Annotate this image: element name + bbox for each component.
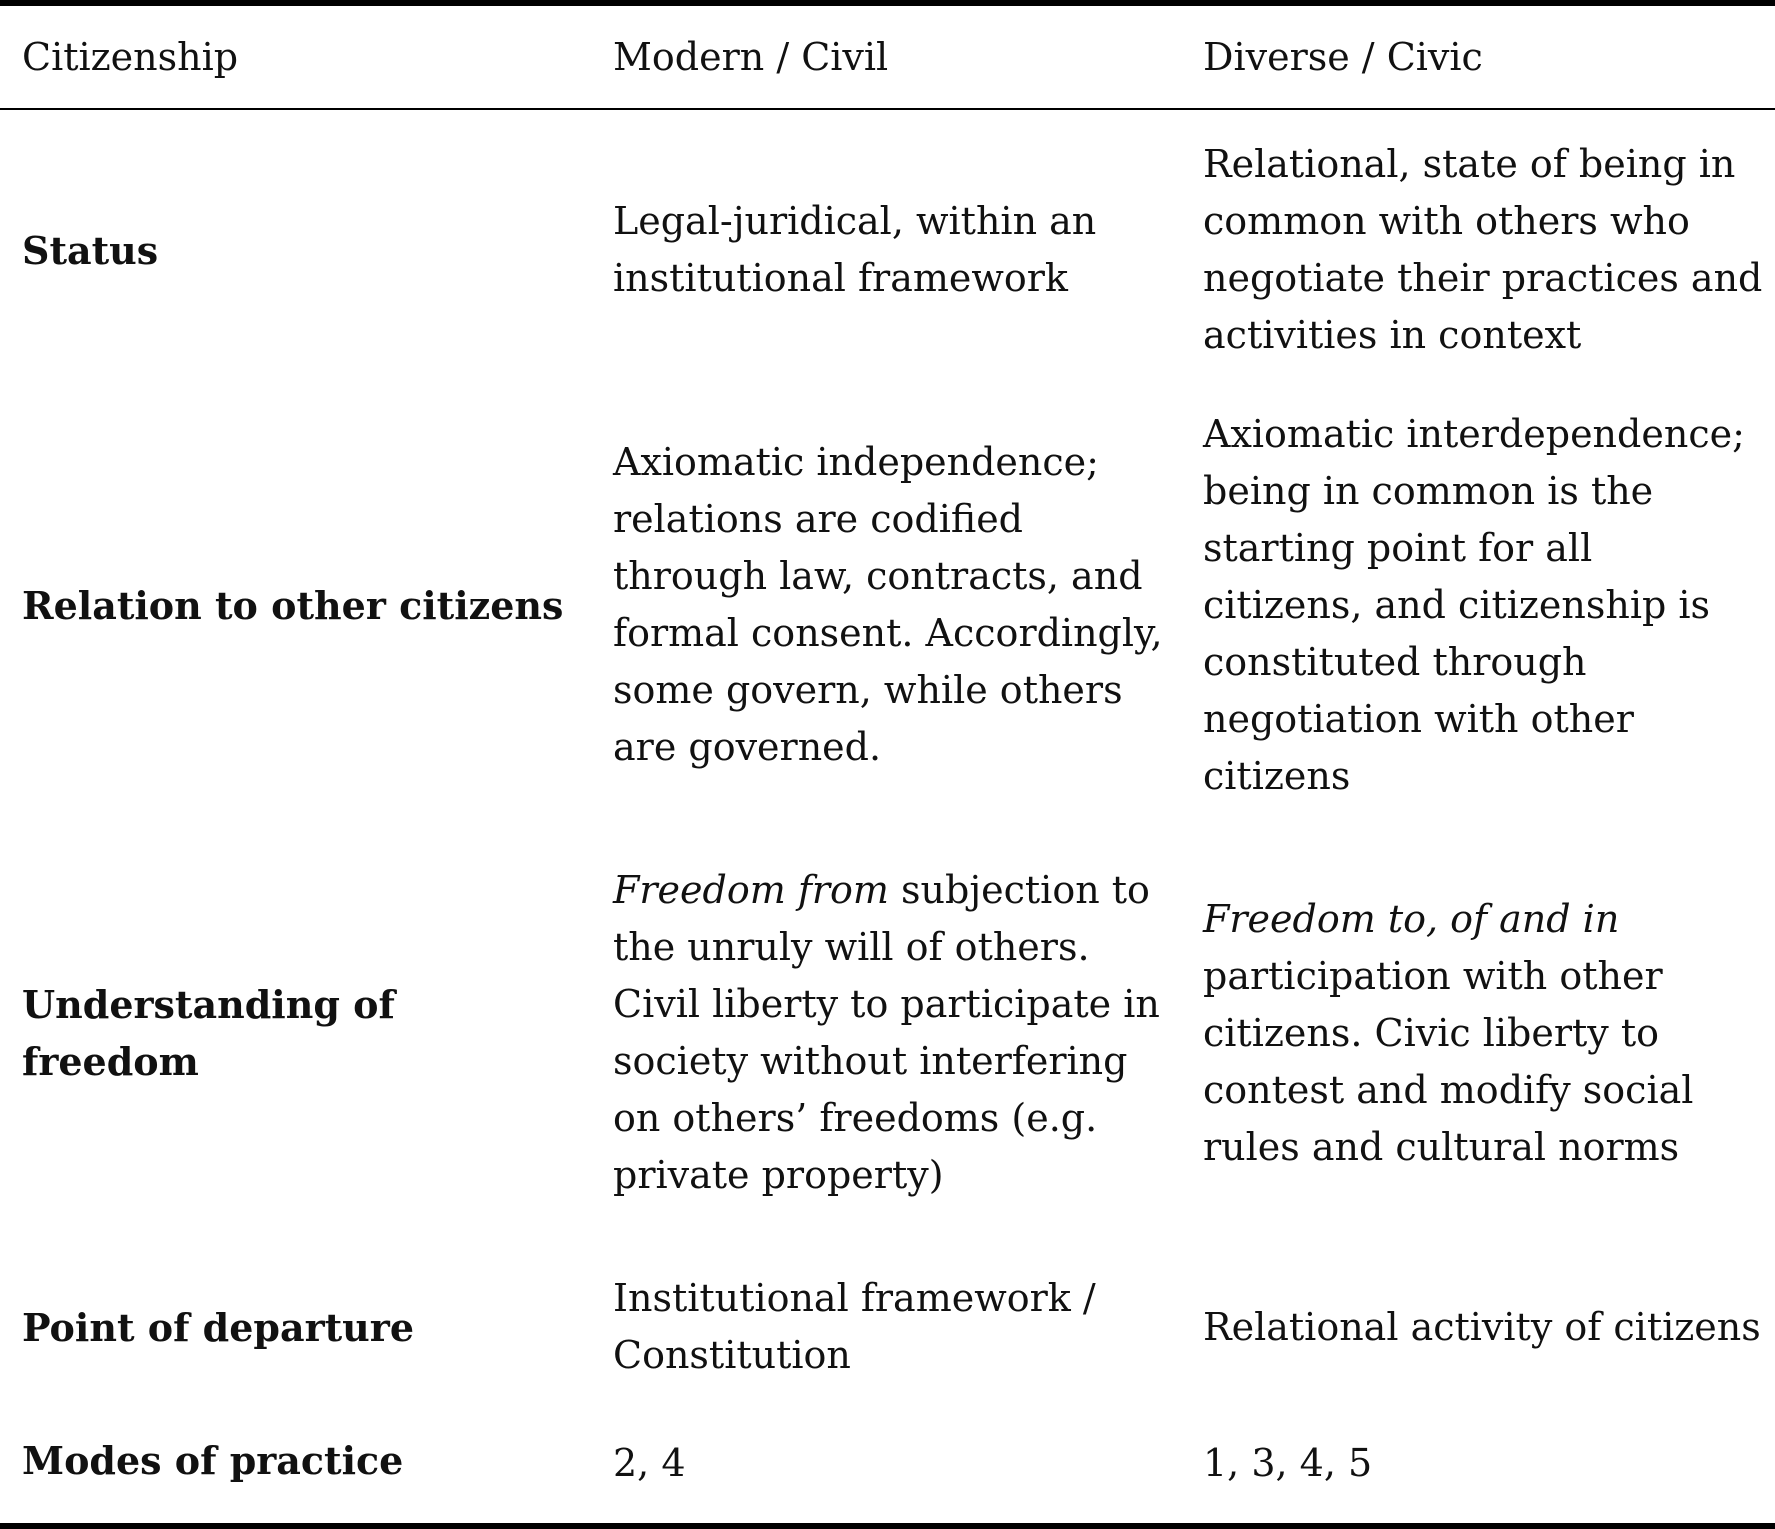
header-diverse-civic-text: Diverse / Civic xyxy=(1203,34,1483,79)
row-modes-label-text: Modes of practice xyxy=(22,1437,404,1483)
row-departure-modern-text: Institutional framework / Constitution xyxy=(613,1276,1096,1377)
row-status-modern-text: Legal-juridical, within an institutional framework xyxy=(613,199,1097,300)
row-modes-modern xyxy=(613,1428,1173,1498)
row-modes-modern-text: 2, 4 xyxy=(613,1440,686,1485)
header-citizenship xyxy=(22,6,582,108)
row-relation-modern-text: Axiomatic independence; relations are codified through law, contracts, and formal consent. Accordingly, some govern, while others are governed. xyxy=(613,440,1163,769)
row-relation-diverse xyxy=(1203,411,1763,798)
row-status-label xyxy=(22,130,582,370)
row-status-modern xyxy=(613,130,1173,370)
row-departure-diverse-text: Relational activity of citizens xyxy=(1203,1304,1761,1349)
row-status-diverse-text: Relational, state of being in common with others who negotiate their practices and activities in context xyxy=(1203,142,1763,357)
header-diverse-civic xyxy=(1203,6,1763,108)
row-freedom-modern xyxy=(613,858,1173,1208)
row-modes-diverse xyxy=(1203,1428,1763,1498)
row-freedom-diverse-text: participation with other citizens. Civic liberty to contest and modify social rules and cultural norms xyxy=(1203,953,1694,1169)
row-freedom-modern-text: subjection to the unruly will of others. Civil liberty to participate in society without interfering on others’ freedoms (e.g. private property) xyxy=(613,868,1160,1197)
row-relation-diverse-text: Axiomatic interdependence; being in common is the starting point for all citizens, and citizenship is constituted through negotiation with other citizens xyxy=(1203,411,1745,798)
row-freedom-label xyxy=(22,858,582,1208)
header-modern-civil xyxy=(613,6,1173,108)
row-freedom-modern-content xyxy=(613,862,1173,1204)
row-freedom-diverse-emphasis: Freedom to, of and in xyxy=(1203,896,1620,941)
row-relation-label xyxy=(22,430,582,780)
header-citizenship-text: Citizenship xyxy=(22,34,239,79)
row-freedom-diverse xyxy=(1203,858,1763,1208)
row-modes-diverse-text: 1, 3, 4, 5 xyxy=(1203,1440,1373,1485)
row-departure-diverse xyxy=(1203,1265,1763,1389)
row-status-label-text: Status xyxy=(22,227,159,273)
header-modern-civil-text: Modern / Civil xyxy=(613,34,889,79)
row-freedom-label-text: Understanding of freedom xyxy=(22,982,395,1084)
row-departure-label xyxy=(22,1265,582,1389)
row-status-diverse xyxy=(1203,130,1763,370)
row-modes-label xyxy=(22,1425,582,1495)
row-relation-modern xyxy=(613,430,1173,780)
row-freedom-diverse-content xyxy=(1203,891,1763,1176)
row-relation-label-text: Relation to other citizens xyxy=(22,582,564,628)
row-freedom-modern-emphasis: Freedom from xyxy=(613,868,889,912)
row-departure-label-text: Point of departure xyxy=(22,1304,415,1350)
row-departure-modern xyxy=(613,1265,1173,1389)
table-bottom-rule xyxy=(0,1523,1775,1529)
table-header-rule xyxy=(0,108,1775,110)
